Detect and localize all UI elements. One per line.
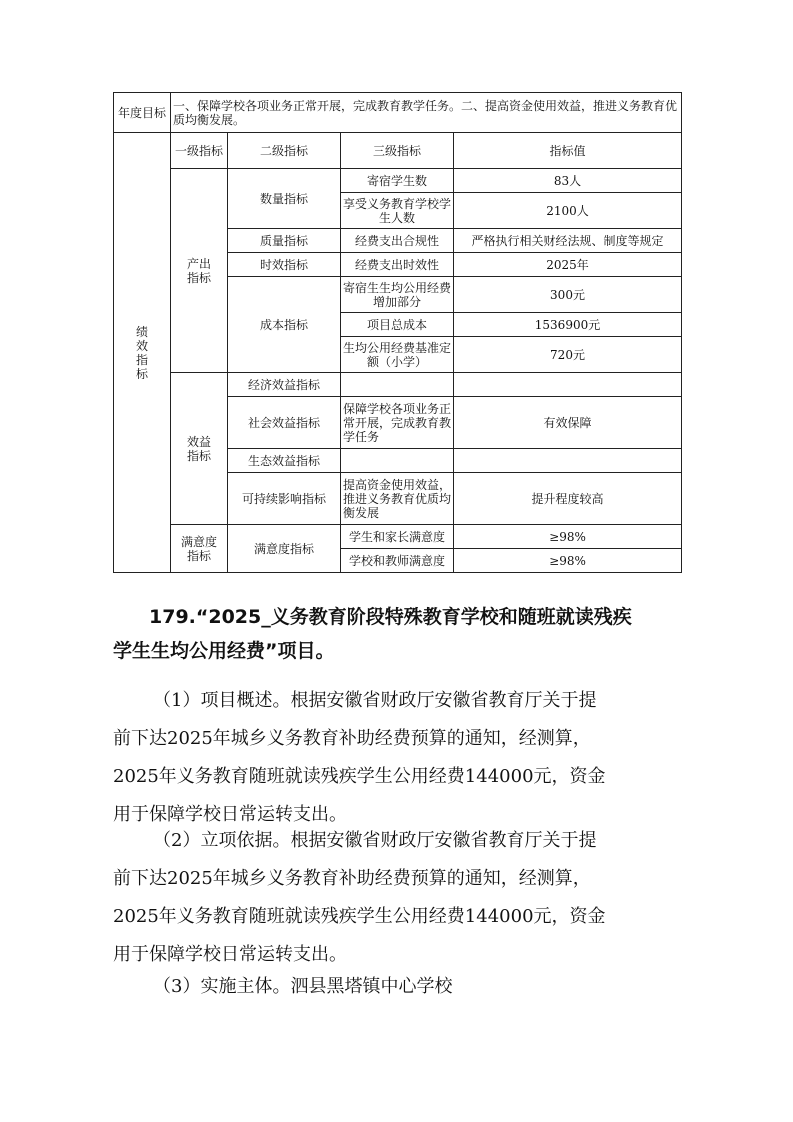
satisfaction-sub-label: 满意度指标	[228, 525, 341, 573]
paragraph-line: （2）立项依据。根据安徽省财政厅安徽省教育厅关于提	[153, 830, 597, 851]
paragraph-line: 前下达2025年城乡义务教育补助经费预算的通知，经测算，	[113, 728, 591, 749]
sustainable-label: 可持续影响指标	[228, 473, 341, 525]
section-title-line: 学生生均公用经费”项目。	[113, 640, 335, 662]
goal-text: 一、保障学校各项业务正常开展，完成教育教学任务。二、提高资金使用效益，推进义务教育优质均衡发展。	[171, 93, 682, 133]
paragraph-line: 2025年义务教育随班就读残疾学生公用经费144000元，资金	[113, 906, 606, 927]
paragraph-implementer	[113, 968, 681, 1006]
performance-table	[113, 92, 682, 573]
indicator-value: 720元	[454, 337, 682, 373]
ecological-label: 生态效益指标	[228, 449, 341, 473]
indicator-value: 有效保障	[454, 397, 682, 449]
output-label: 产出指标	[171, 169, 228, 373]
indicator-name: 享受义务教育学校学生人数	[341, 193, 454, 229]
indicator-name: 寄宿学生数	[341, 169, 454, 193]
indicator-value: 提升程度较高	[454, 473, 682, 525]
indicator-name	[341, 373, 454, 397]
satisfaction-label: 满意度指标	[171, 525, 228, 573]
indicator-name: 寄宿生生均公用经费增加部分	[341, 277, 454, 313]
indicator-name: 经费支出时效性	[341, 253, 454, 277]
indicator-name: 学校和教师满意度	[341, 549, 454, 573]
paragraph-line: （3）实施主体。泗县黑塔镇中心学校	[153, 976, 453, 997]
social-label: 社会效益指标	[228, 397, 341, 449]
section-title-line: 179.“2025_义务教育阶段特殊教育学校和随班就读残疾	[149, 606, 632, 628]
table-row	[114, 525, 682, 549]
table-row	[114, 169, 682, 193]
perf-label: 绩效指标	[114, 133, 171, 573]
goal-label: 年度目标	[114, 93, 171, 133]
header-level3: 三级指标	[341, 133, 454, 169]
indicator-name	[341, 449, 454, 473]
economic-label: 经济效益指标	[228, 373, 341, 397]
indicator-value: 300元	[454, 277, 682, 313]
header-row	[114, 133, 682, 169]
header-level1: 一级指标	[171, 133, 228, 169]
table-row	[114, 373, 682, 397]
quantity-label: 数量指标	[228, 169, 341, 229]
cost-label: 成本指标	[228, 277, 341, 373]
paragraph-overview	[113, 682, 681, 834]
indicator-name: 项目总成本	[341, 313, 454, 337]
paragraph-line: 2025年义务教育随班就读残疾学生公用经费144000元，资金	[113, 766, 606, 787]
indicator-value: 2100人	[454, 193, 682, 229]
indicator-value	[454, 449, 682, 473]
timeliness-label: 时效指标	[228, 253, 341, 277]
paragraph-basis	[113, 822, 681, 974]
indicator-value: 2025年	[454, 253, 682, 277]
indicator-value: 83人	[454, 169, 682, 193]
section-title	[113, 600, 681, 668]
quality-label: 质量指标	[228, 229, 341, 253]
benefit-label: 效益指标	[171, 373, 228, 525]
paragraph-line: （1）项目概述。根据安徽省财政厅安徽省教育厅关于提	[153, 690, 597, 711]
indicator-value: ≥98%	[454, 549, 682, 573]
header-level2: 二级指标	[228, 133, 341, 169]
indicator-value	[454, 373, 682, 397]
indicator-name: 经费支出合规性	[341, 229, 454, 253]
goal-row	[114, 93, 682, 133]
indicator-name: 提高资金使用效益，推进义务教育优质均衡发展	[341, 473, 454, 525]
indicator-name: 保障学校各项业务正常开展，完成教育教学任务	[341, 397, 454, 449]
header-value: 指标值	[454, 133, 682, 169]
indicator-name: 生均公用经费基准定额（小学）	[341, 337, 454, 373]
paragraph-line: 用于保障学校日常运转支出。	[113, 944, 347, 965]
paragraph-line: 前下达2025年城乡义务教育补助经费预算的通知，经测算，	[113, 868, 591, 889]
paragraph-line: 用于保障学校日常运转支出。	[113, 804, 347, 825]
indicator-value: 1536900元	[454, 313, 682, 337]
indicator-name: 学生和家长满意度	[341, 525, 454, 549]
indicator-value: ≥98%	[454, 525, 682, 549]
indicator-value: 严格执行相关财经法规、制度等规定	[454, 229, 682, 253]
